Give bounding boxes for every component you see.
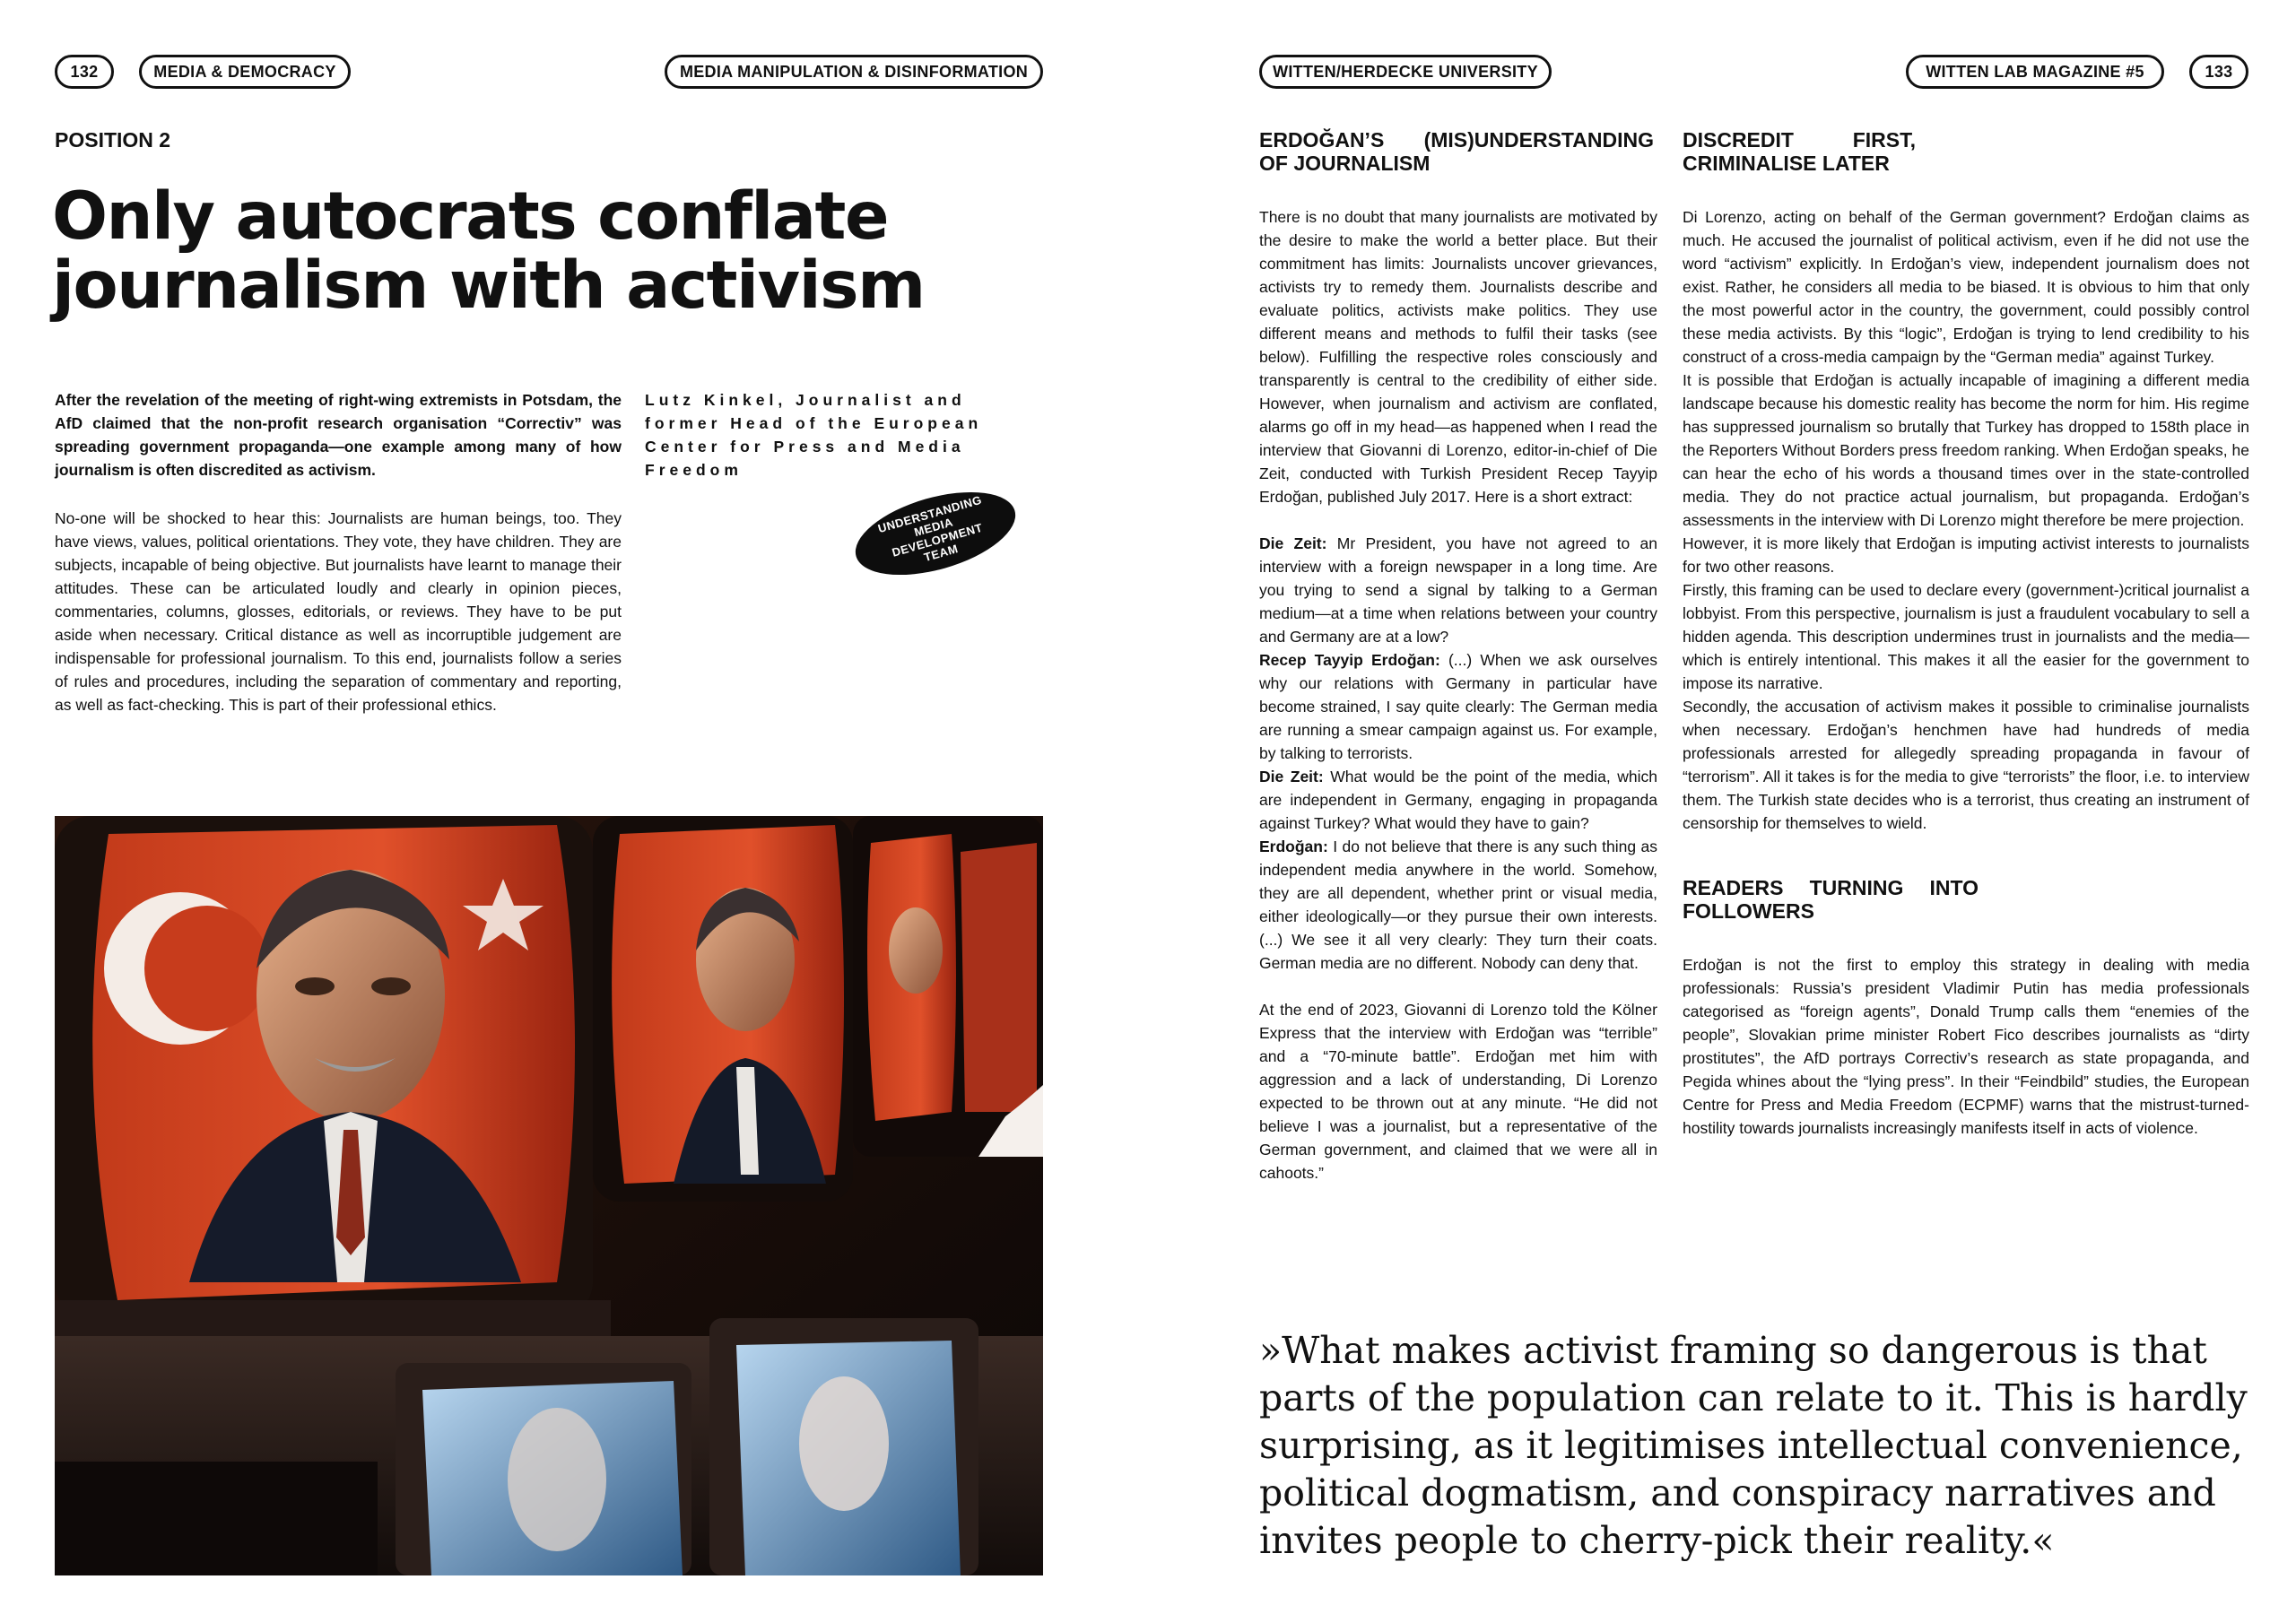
paragraph: It is possible that Erdoğan is actually incapable of imagining a different media landscape because his domestic reality has become the norm for him. His regime has suppressed journalism so brutally that Turkey has dropped to 158th place in the Reporters Without Borders press freedom ranking. When Erdoğan speaks, he can hear the echo of his words a thousand times over in the state-controlled media. They do not practice actual journalism, but propaganda. Erdoğan’s assessments in the interview with Di Lorenzo might therefore be mere projection. — [1683, 371, 2249, 529]
article-lede: After the revelation of the meeting of right-wing extremists in Potsdam, the AfD claimed that the non-profit research organisation “Correctiv” was spreading government propaganda—one example among many of how journalism is often discredited as activism. — [55, 391, 622, 479]
page-number-right: 133 — [2189, 55, 2248, 89]
paragraph: Di Lorenzo, acting on behalf of the German government? Erdoğan claims as much. He accused the journalist of political activism, even if he did not use the word “activism” explicitly. In Erdoğan’s view, independent journalism does not exist. Rather, he considers all media to be biased. It is obvious to him that only the most powerful actor in the country, the government, could possibly control these media activists. By this “logic”, Erdoğan is trying to lend credibility to his construct of a cross-media campaign by the “German media” against Turkey. — [1683, 208, 2249, 366]
interview-text: What would be the point of the media, which are independent in Germany, engaging in propaganda against Turkey? What would they have to gain? — [1259, 768, 1657, 832]
column-one — [1259, 128, 1657, 1185]
paragraph: Erdoğan is not the first to employ this strategy in dealing with media professionals: Russia’s president Vladimir Putin has media professionals categorised as “foreign agents”, Donald Trump calls them “enemies of the people”, Slovakian prime minister Robert Fico describes journalists as “dirty prostitutes”, the AfD portrays Correctiv’s research as state propaganda, and Pegida whines about the “lying press”. In their “Feindbild” studies, the European Centre for Press and Media Freedom (ECPMF) warns that the mistrust-turned-hostility towards journalists increasingly manifests itself in acts of violence. — [1683, 956, 2249, 1137]
team-sticker — [847, 476, 1025, 591]
section-heading-discredit: DISCREDIT FIRST, CRIMINALISE LATER — [1683, 128, 1916, 175]
tv-screens-photo — [55, 816, 1043, 1575]
speaker-label: Erdoğan: — [1259, 838, 1328, 855]
section-label: MEDIA & DEMOCRACY — [139, 55, 351, 89]
section-heading-misunderstanding: ERDOĞAN’S (MIS)UNDERSTANDING OF JOURNALISM — [1259, 128, 1654, 175]
interview-question-1 — [1259, 532, 1657, 648]
speaker-label: Die Zeit: — [1259, 768, 1324, 785]
paragraph: There is no doubt that many journalists are motivated by the desire to make the world a better place. But their commitment has limits: Journalists uncover grievances, activists try to remedy them. Journalists describe and evaluate politics, activists make politics. They use different means and methods to fulfil their tasks (see below). Fulfilling the respective roles consciously and transparently is central to the credibility of either side. However, when journalism and activism are conflated, alarms go off in my head—as happened when I read the interview that Giovanni di Lorenzo, editor-in-chief of Die Zeit, conducted with Turkish President Recep Tayyip Erdoğan, published July 2017. Here is a short extract: — [1259, 208, 1657, 506]
team-sticker-text: UNDERSTANDING MEDIA DEVELOPMENT TEAM — [876, 492, 985, 565]
speaker-label: Recep Tayyip Erdoğan: — [1259, 651, 1440, 669]
tv-lower-right — [709, 1318, 978, 1575]
tv-lower-left — [396, 1363, 691, 1575]
paragraph: Secondly, the accusation of activism makes it possible to criminalise journalists when necessary. Erdoğan’s henchmen have had hundreds of media professionals arrested for allegedly spreading propaganda in favour of “terrorism”. All it takes is for the media to give “terrorists” the floor, i.e. to interview them. The Turkish state decides who is a terrorist, thus creating an instrument of censorship for themselves to wield. — [1683, 698, 2249, 832]
interview-text: Mr President, you have not agreed to an interview with a foreign newspaper in a long time. Are you trying to send a signal by talking to a German medium—at a time when relations between your country and Germany are at a low? — [1259, 534, 1657, 646]
tv-far-right — [853, 816, 1043, 1157]
pull-quote: »What makes activist framing so dangerous is that parts of the population can relate to it. This is hardly surprising, as it legitimises intellectual convenience, political dogmatism, and conspiracy narratives and invites people to cherry-pick their reality.« — [1259, 1329, 2248, 1562]
article-headline — [52, 178, 1039, 324]
topic-label: MEDIA MANIPULATION & DISINFORMATION — [665, 55, 1043, 89]
paragraph: However, it is more likely that Erdoğan is imputing activist interests to journalists for two other reasons. — [1683, 534, 2249, 576]
institution-label: WITTEN/HERDECKE UNIVERSITY — [1259, 55, 1552, 89]
magazine-label: WITTEN LAB MAGAZINE #5 — [1906, 55, 2164, 89]
article-intro: No-one will be shocked to hear this: Journalists are human beings, too. They have views, values, political orientations. They vote, they have children. They are subjects, incapable of being objective. But journalists have learnt to manage their attitudes. These can be articulated loudly and clearly in opinion pieces, commentaries, columns, glosses, editorials, or reviews. They have to be put aside when necessary. Critical distance as well as incorruptible judgement are indispensable for professional journalism. To this end, journalists follow a series of rules and procedures, including the separation of commentary and reporting, as well as fact-checking. This is part of their professional ethics. — [55, 509, 622, 714]
interview-answer-2 — [1259, 835, 1657, 975]
author-credit: Lutz Kinkel, Journalist and former Head of the European Center for Press and Media Freedom — [645, 391, 983, 479]
section-heading-readers: READERS TURNING INTO FOLLOWERS — [1683, 876, 1979, 923]
interview-text: (...) When we ask ourselves why our relations with Germany in particular have become strained, I say quite clearly: The German media are running a smear campaign against us. For example, by talking to terrorists. — [1259, 651, 1657, 762]
position-kicker: POSITION 2 — [55, 128, 171, 152]
column-two — [1683, 128, 2249, 1140]
interview-answer-1 — [1259, 648, 1657, 765]
tv-middle — [593, 816, 853, 1202]
tv-large — [55, 816, 611, 1336]
paragraph: At the end of 2023, Giovanni di Lorenzo told the Kölner Express that the interview with Erdoğan was “terrible” and a “70-minute battle”. Erdoğan met him with aggression and a lack of understanding, Di Lorenzo expected to be thrown out at any minute. “He did not believe I was a journalist, but a representative of the German government, and claimed that we were all in cahoots.” — [1259, 1001, 1657, 1182]
paragraph: Firstly, this framing can be used to declare every (government-)critical journalist a lobbyist. From this perspective, journalism is just a fraudulent vocabulary to sell a hidden agenda. This description undermines trust in journalists and the media—which is entirely intentional. This makes it all the easier for the government to impose its narrative. — [1683, 581, 2249, 692]
page-number-left: 132 — [55, 55, 114, 89]
headline-line-1: Only autocrats conflate — [52, 178, 888, 255]
interview-question-2 — [1259, 765, 1657, 835]
speaker-label: Die Zeit: — [1259, 534, 1327, 552]
headline-line-2: journalism with activism — [52, 247, 925, 324]
interview-text: I do not believe that there is any such thing as independent media anywhere in the world. Somehow, they are all dependent, whether print or visual media, either ideologically—or they pursue their own interests. (...) We see it all very clearly: They turn their coats. German media are no different. Nobody can deny that. — [1259, 838, 1657, 972]
